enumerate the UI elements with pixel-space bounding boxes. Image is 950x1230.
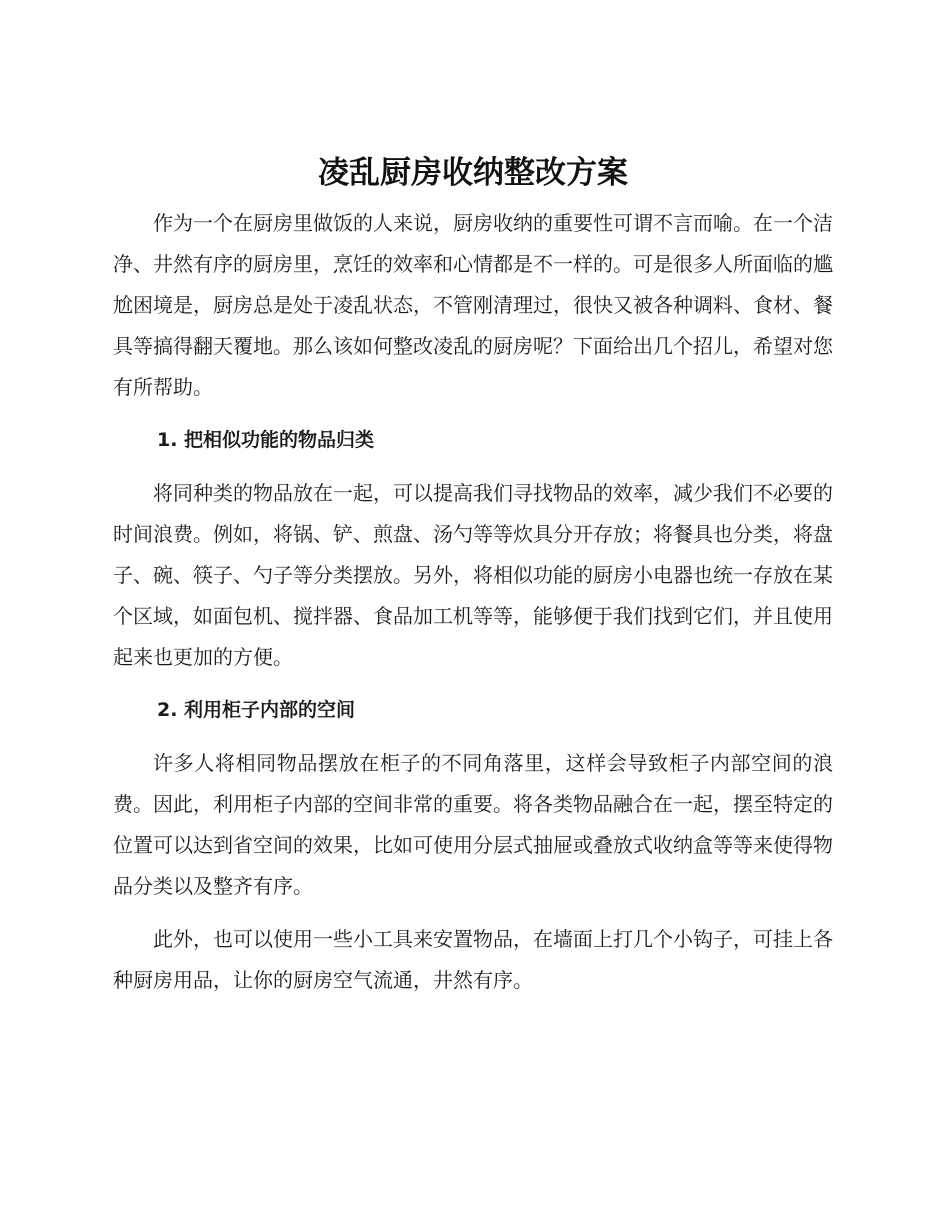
section-heading-2: 2. 利用柜子内部的空间 [157, 699, 356, 721]
section-heading-1: 1. 把相似功能的物品归类 [157, 429, 375, 451]
section-1-paragraph-1: 将同种类的物品放在一起，可以提高我们寻找物品的效率，减少我们不必要的时间浪费。例如，将锅、铲、煎盘、汤勺等等炊具分开存放；将餐具也分类，将盘子、碗、筷子、勺子等分类摆放。另外，将相似功能的厨房小电器也统一存放在某个区域，如面包机、搅拌器、食品加工机等等，能够便于我们找到它们，并且使用起来也更加的方便。 [113, 481, 833, 669]
document-page [113, 145, 833, 1001]
document-title: 凌乱厨房收纳整改方案 [318, 155, 628, 191]
section-2-paragraph-1: 许多人将相同物品摆放在柜子的不同角落里，这样会导致柜子内部空间的浪费。因此，利用柜子内部的空间非常的重要。将各类物品融合在一起，摆至特定的位置可以达到省空间的效果，比如可使用分层式抽屉或叠放式收纳盒等等来使得物品分类以及整齐有序。 [113, 751, 833, 898]
section-2-paragraph-2: 此外，也可以使用一些小工具来安置物品，在墙面上打几个小钩子，可挂上各种厨房用品，让你的厨房空气流通，井然有序。 [113, 927, 833, 992]
intro-paragraph: 作为一个在厨房里做饭的人来说，厨房收纳的重要性可谓不言而喻。在一个洁净、井然有序的厨房里，烹饪的效率和心情都是不一样的。可是很多人所面临的尴尬困境是，厨房总是处于凌乱状态，不管刚清理过，很快又被各种调料、食材、餐具等搞得翻天覆地。那么该如何整改凌乱的厨房呢？下面给出几个招儿，希望对您有所帮助。 [113, 211, 833, 399]
